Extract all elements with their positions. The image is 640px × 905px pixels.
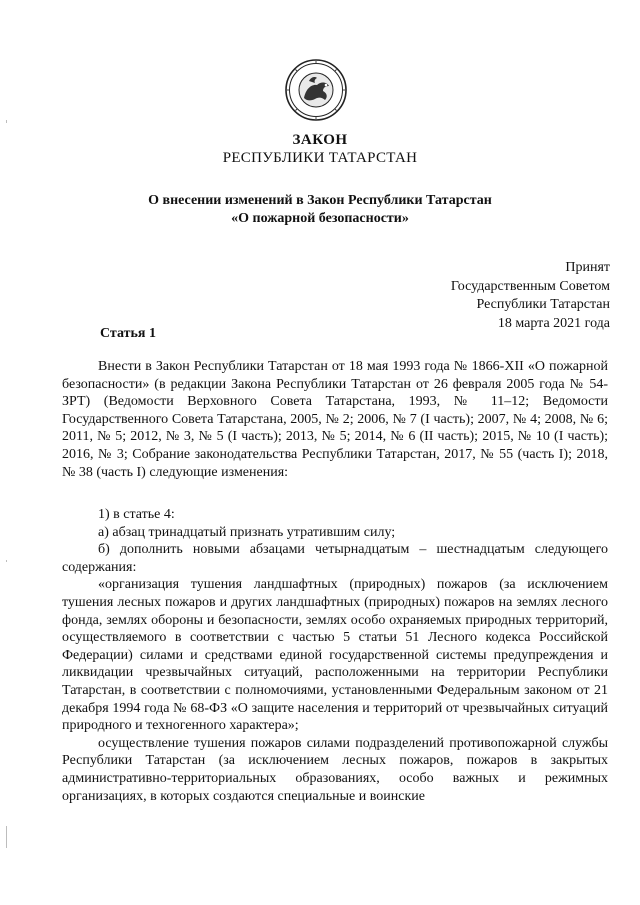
adoption-line3: Республики Татарстан <box>476 297 610 312</box>
list-item-b: б) дополнить новыми абзацами четырнадцатым – шестнадцатым следующего содержания: <box>62 542 608 575</box>
document-subtitle-line1: О внесении изменений в Закон Республики Татарстан <box>148 193 492 208</box>
document-republic: РЕСПУБЛИКИ ТАТАРСТАН <box>222 150 418 166</box>
article-main-paragraph <box>62 358 608 481</box>
list-item-a: а) абзац тринадцатый признать утратившим силу; <box>98 524 396 540</box>
scan-margin-mark <box>6 826 7 848</box>
adoption-line2: Государственным Советом <box>450 278 610 294</box>
adoption-block <box>451 259 610 333</box>
quoted-paragraph-2: осуществление тушения пожаров силами подразделений противопожарной службы Республики Татарстан (за исключением лесных пожаров, пожаров в закрытых административно-территориальных образованиях, особо важных и режимных организациях, в которых создаются специальные и воинские <box>62 735 608 804</box>
paragraph-amendment: Внести в Закон Республики Татарстан от 18 мая 1993 года № 1866-XII «О пожарной безопасности» (в редакции Закона Республики Татарстан от 26 февраля 2005 года № 54-ЗРТ) (Ведомости Верховного Совета Татарстана, 1993, № 11–12; Ведомости Государственного Совета Татарстана, 2005, № 2; 2006, № 7 (I часть); 2007, № 4; 2008, № 6; 2011, № 5; 2012, № 3, № 5 (I часть); 2013, № 5; 2014, № 6 (II часть); 2015, № 10 (I часть); 2016, № 3; Собрание законодательства Республики Татарстан, 2017, № 55 (часть I); 2018, № 38 (часть I) следующие изменения: <box>62 359 608 480</box>
scan-margin-mark <box>6 560 7 562</box>
scan-margin-mark <box>6 120 7 123</box>
document-subtitle-line2: «О пожарной безопасности» <box>231 211 409 226</box>
list-item-1: 1) в статье 4: <box>98 507 175 522</box>
article-title: Статья 1 <box>100 326 156 341</box>
adoption-line1: Принят <box>565 260 610 275</box>
tatarstan-emblem-icon <box>284 58 348 122</box>
amendment-list <box>62 506 608 805</box>
document-title: ЗАКОН <box>292 132 348 148</box>
adoption-date: 18 марта 2021 года <box>497 315 610 331</box>
quoted-paragraph-1: «организация тушения ландшафтных (природных) пожаров (за исключением тушения лесных пожаров и других ландшафтных (природных) пожаров на землях лесного фонда, землях обороны и безопасности, землях особо охраняемых природных территорий, осуществляемого в соответствии с частью 5 статьи 51 Лесного кодекса Российской Федерации) силами и средствами единой государственной системы предупреждения и ликвидации чрезвычайных ситуаций, расположенными на территории Республики Татарстан, в соответствии с полномочиями, установленными Федеральным законом от 21 декабря 1994 года № 68-ФЗ «О защите населения и территорий от чрезвычайных ситуаций природного и техногенного характера»; <box>62 577 608 734</box>
